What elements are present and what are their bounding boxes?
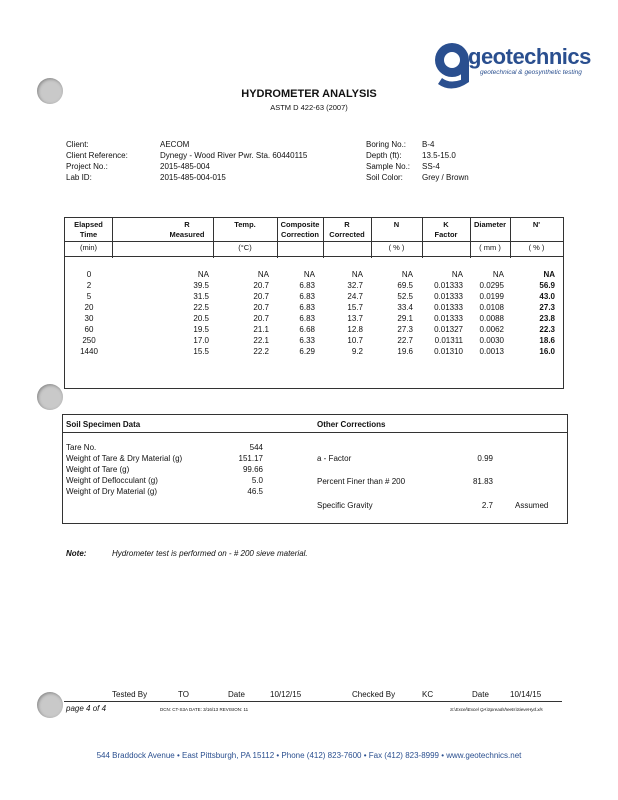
table-cell: 0.0062 [479,325,504,334]
depth-value: 13.5-15.0 [422,151,456,160]
header-line: Factor [434,230,458,239]
logo-tagline: geotechnical & geosynthetic testing [480,69,582,76]
unit-min: (min) [79,243,98,252]
table-cell: 30 [84,314,94,323]
company-address: 544 Braddock Avenue • East Pittsburgh, PA 15112 • Phone (412) 823-7600 • Fax (412) 823-8999 • www.geotechnics.net [96,751,522,760]
note-text: Hydrometer test is performed on - # 200 sieve material. [112,549,308,558]
table-cell: 0.0295 [479,281,504,290]
table-cell: NA [303,270,315,279]
table-cell: 52.5 [397,292,413,301]
table-cell: 0 [86,270,92,279]
header-r-measured [161,220,213,240]
table-cell: 27.3 [397,325,413,334]
boring-no-value: B-4 [422,140,435,149]
specimen-title: Soil Specimen Data [66,420,141,429]
client-reference-value: Dynegy - Wood River Pwr. Sta. 60440115 [160,151,308,160]
table-cell: 10.7 [347,336,363,345]
sample-no-label: Sample No.: [366,162,411,171]
table-cell: NA [257,270,269,279]
depth-label: Depth (ft): [366,151,402,160]
sample-no-value: SS-4 [422,162,440,171]
checked-by-value: KC [422,690,434,699]
deflocculant-weight-value: 5.0 [251,476,263,485]
unit-n: ( % ) [388,243,405,252]
header-line: Measured [169,230,205,239]
table-cell: 0.0108 [479,303,504,312]
table-row [65,270,563,281]
header-diameter [470,220,510,230]
page-title: HYDROMETER ANALYSIS [241,88,377,100]
logo-wordmark: geotechnics [468,44,591,69]
table-cell: 22.7 [397,336,413,345]
table-cell: NA [401,270,413,279]
unit-n-prime: ( % ) [528,243,545,252]
table-cell: NA [543,270,555,279]
table-cell: 13.7 [347,314,363,323]
table-cell: 33.4 [397,303,413,312]
header-k-factor [422,220,470,240]
client-value: AECOM [160,140,190,149]
check-date-value: 10/14/15 [510,690,542,699]
corrections-title: Other Corrections [317,420,386,429]
header-temp [213,220,277,230]
deflocculant-weight-label: Weight of Deflocculant (g) [66,476,158,485]
table-cell: 21.1 [253,325,269,334]
tested-by-value: TO [178,690,189,699]
table-cell: 20.5 [193,314,209,323]
table-cell: 6.83 [299,314,315,323]
document-code: DCN: CT-S3A DATE: 3/16/13 REVISION: 11 [160,707,249,712]
units-divider [65,256,563,257]
table-cell: 22.3 [539,325,555,334]
table-cell: 18.6 [539,336,555,345]
hydrometer-table [64,217,564,389]
table-cell: 0.0088 [479,314,504,323]
table-cell: 0.0030 [479,336,504,345]
specific-gravity-value: 2.7 [481,501,493,510]
file-path: S:\Excel\Excel QA\Spreadsheets\SieveHyd.xls [450,707,543,712]
table-cell: NA [351,270,363,279]
header-line: Composite [280,220,320,229]
table-cell: 20 [84,303,94,312]
header-divider [65,241,563,242]
tested-by-label: Tested By [112,690,148,699]
client-labels [66,139,128,183]
table-cell: 15.5 [193,347,209,356]
project-no-label: Project No.: [66,162,108,171]
table-cell: 16.0 [539,347,555,356]
table-cell: 22.2 [253,347,269,356]
table-cell: 0.0199 [479,292,504,301]
table-cell: 250 [82,336,96,345]
dry-material-weight-label: Weight of Dry Material (g) [66,487,157,496]
table-cell: 32.7 [347,281,363,290]
table-cell: 60 [84,325,94,334]
table-cell: 6.68 [299,325,315,334]
table-cell: 0.01311 [434,336,463,345]
tare-dry-weight-label: Weight of Tare & Dry Material (g) [66,454,183,463]
table-row [65,325,563,336]
table-row [65,292,563,303]
specific-gravity-note: Assumed [515,501,549,510]
table-row [65,303,563,314]
percent-finer-value: 81.83 [472,477,493,486]
tare-weight-label: Weight of Tare (g) [66,465,130,474]
table-cell: 19.5 [193,325,209,334]
footer-rule [64,701,562,702]
page-number: page 4 of 4 [66,704,107,713]
header-elapsed-time [65,220,112,240]
specimen-header-divider [63,432,567,433]
tare-dry-weight-value: 151.17 [238,454,263,463]
header-line: Corrected [329,230,365,239]
table-cell: 0.01327 [434,325,463,334]
header-line: K [443,220,449,229]
specific-gravity-label: Specific Gravity [317,501,373,510]
check-date-label: Date [472,690,489,699]
table-cell: 20.7 [253,314,269,323]
header-line: Correction [281,230,319,239]
client-reference-label: Client Reference: [66,151,128,160]
table-cell: 6.33 [299,336,315,345]
tare-weight-value: 99.66 [242,465,263,474]
table-cell: 6.83 [299,292,315,301]
lab-id-value: 2015-485-004-015 [160,173,226,182]
table-cell: 12.8 [347,325,363,334]
table-cell: 6.83 [299,281,315,290]
table-cell: 20.7 [253,303,269,312]
header-line: Diameter [473,220,507,229]
table-cell: 43.0 [539,292,555,301]
table-row [65,314,563,325]
header-line: Elapsed [74,220,103,229]
table-cell: 0.0013 [479,347,504,356]
table-cell: 0.01333 [434,314,463,323]
table-cell: NA [197,270,209,279]
table-row [65,336,563,347]
table-cell: NA [492,270,504,279]
table-cell: 22.5 [193,303,209,312]
table-cell: 0.01310 [434,347,463,356]
checked-by-label: Checked By [352,690,396,699]
table-cell: 56.9 [539,281,555,290]
a-factor-label: a - Factor [317,454,352,463]
table-cell: 20.7 [253,292,269,301]
header-line: Temp. [234,220,256,229]
table-row [65,281,563,292]
table-cell: 15.7 [347,303,363,312]
soil-color-value: Grey / Brown [422,173,469,182]
boring-no-label: Boring No.: [366,140,407,149]
table-cell: 0.01333 [434,292,463,301]
soil-color-label: Soil Color: [366,173,403,182]
a-factor-value: 0.99 [477,454,493,463]
header-line: N [393,220,400,229]
table-cell: 6.29 [299,347,315,356]
page-subtitle: ASTM D 422-63 (2007) [270,103,348,112]
test-date-value: 10/12/15 [270,690,302,699]
table-cell: 20.7 [253,281,269,290]
specimen-data-box [62,414,568,524]
table-cell: 19.6 [397,347,413,356]
table-cell: 6.83 [299,303,315,312]
test-date-label: Date [228,690,245,699]
table-cell: 31.5 [193,292,209,301]
table-cell: 9.2 [351,347,363,356]
binder-hole-bottom [37,692,63,718]
table-cell: NA [451,270,463,279]
table-cell: 5 [86,292,92,301]
header-line: R [184,220,190,229]
table-cell: 39.5 [193,281,209,290]
table-cell: 2 [86,281,92,290]
col-divider [112,218,113,258]
table-cell: 69.5 [397,281,413,290]
client-values [160,139,307,183]
note-label: Note: [66,549,87,558]
tare-no-value: 544 [249,443,263,452]
table-cell: 24.7 [347,292,363,301]
header-r-corrected [323,220,371,240]
header-n-prime [510,220,563,230]
lab-id-label: Lab ID: [66,173,92,182]
unit-diameter: ( mm ) [479,243,501,252]
table-cell: 0.01333 [434,303,463,312]
table-cell: 23.8 [539,314,555,323]
percent-finer-label: Percent Finer than # 200 [317,477,406,486]
header-line: R [344,220,350,229]
table-row [65,347,563,358]
table-cell: 27.3 [539,303,555,312]
boring-labels [366,139,410,183]
table-cell: 22.1 [253,336,269,345]
unit-temp: (°C) [238,243,252,252]
table-cell: 29.1 [397,314,413,323]
dry-material-weight-value: 46.5 [247,487,263,496]
client-label: Client: [66,140,89,149]
table-cell: 0.01333 [434,281,463,290]
header-composite-correction [277,220,323,240]
table-cell: 17.0 [193,336,209,345]
tare-no-label: Tare No. [66,443,97,452]
project-no-value: 2015-485-004 [160,162,210,171]
table-cell: 1440 [80,347,98,356]
header-n [371,220,422,230]
header-line: N' [532,220,541,229]
binder-hole-middle [37,384,63,410]
boring-values [422,139,469,183]
header-line: Time [79,230,98,239]
